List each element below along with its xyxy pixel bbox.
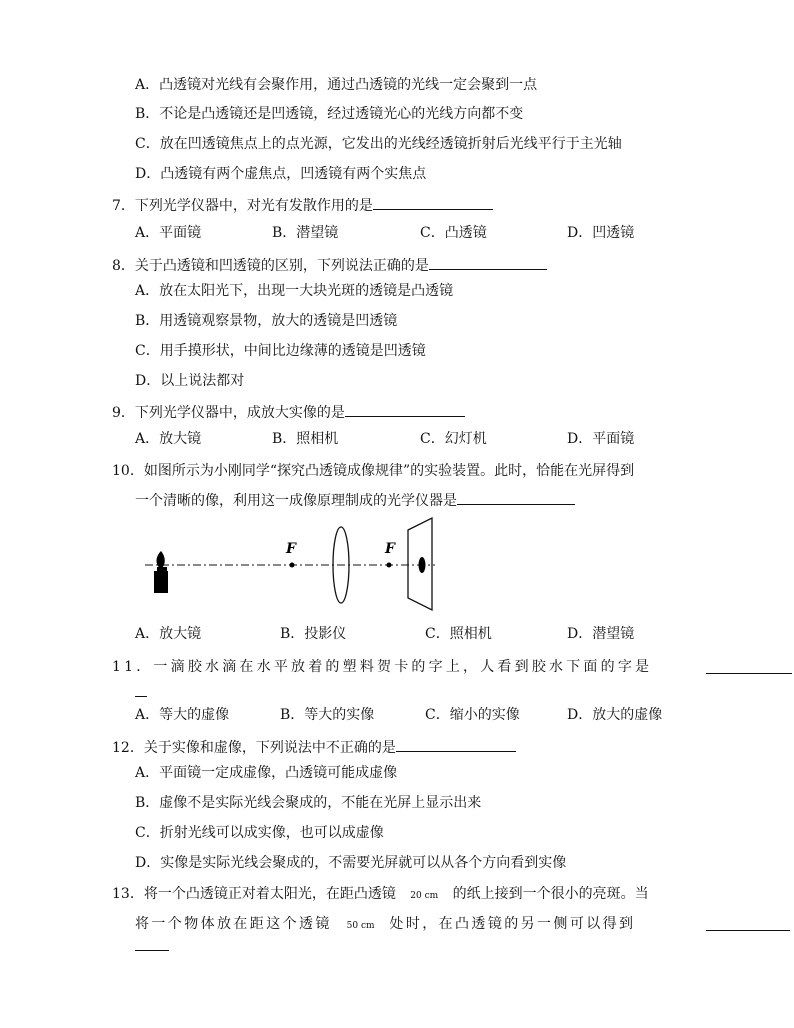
q6-option-a: A．凸透镜对光线有会聚作用，通过凸透镜的光线一定会聚到一点 — [135, 77, 538, 93]
q8-stem: 8．关于凸透镜和凹透镜的区别，下列说法正确的是 — [112, 258, 429, 274]
q11-option-a: A．等大的虚像 — [135, 707, 230, 723]
q6-option-d: D．凸透镜有两个虚焦点，凹透镜有两个实焦点 — [135, 166, 427, 182]
candle-icon — [154, 551, 168, 593]
q9-option-a: A．放大镜 — [135, 431, 202, 447]
q6-option-b: B．不论是凸透镜还是凹透镜，经过透镜光心的光线方向都不变 — [135, 106, 524, 122]
q12-option-a: A．平面镜一定成虚像，凸透镜可能成虚像 — [135, 765, 398, 781]
q8-option-d: D．以上说法都对 — [135, 373, 245, 389]
q9-option-d: D．平面镜 — [567, 431, 635, 447]
q10-answer-blank[interactable] — [457, 491, 575, 505]
focal-label-right: F — [385, 541, 395, 557]
q12-option-d: D．实像是实际光线会聚成的，不需要光屏就可以从各个方向看到实像 — [135, 855, 567, 871]
q10-option-b: B．投影仪 — [280, 626, 347, 642]
q7-option-a: A．平面镜 — [135, 225, 202, 241]
q12-answer-blank[interactable] — [396, 738, 516, 752]
q13-line2 — [135, 915, 635, 935]
q9-stem: 9．下列光学仪器中，成放大实像的是 — [112, 405, 345, 421]
q8-stem-row — [112, 256, 547, 275]
q8-answer-blank[interactable] — [429, 256, 547, 270]
q11-option-d: D．放大的虚像 — [567, 707, 663, 723]
q13-line1-b: 的纸上接到一个很小的亮斑。当 — [452, 886, 649, 902]
q12-option-c: C．折射光线可以成实像，也可以成虚像 — [135, 825, 384, 841]
q11-stem: 11．一滴胶水滴在水平放着的塑料贺卡的字上，人看到胶水下面的字是 — [112, 659, 653, 675]
q13-distance-2: 50 cm — [346, 921, 375, 931]
q13-distance-1: 20 cm — [410, 891, 439, 901]
focal-point-left — [290, 563, 295, 568]
q9-option-b: B．照相机 — [272, 431, 339, 447]
q7-option-d: D．凹透镜 — [567, 225, 635, 241]
q7-answer-blank[interactable] — [373, 196, 493, 210]
q7-option-b: B．潜望镜 — [272, 225, 339, 241]
q11-option-b: B．等大的实像 — [280, 707, 375, 723]
q13-line2-b: 处时，在凸透镜的另一侧可以得到 — [389, 916, 636, 932]
q10-stem-line2: 一个清晰的像，利用这一成像原理制成的光学仪器是 — [135, 493, 457, 509]
q13-answer-blank-cont — [135, 937, 169, 951]
q8-option-c: C．用手摸形状，中间比边缘薄的透镜是凹透镜 — [135, 343, 426, 359]
q10-stem-line2-row — [135, 491, 575, 510]
q11-option-c: C．缩小的实像 — [425, 707, 520, 723]
q6-option-c: C．放在凹透镜焦点上的点光源，它发出的光线经透镜折射后光线平行于主光轴 — [135, 136, 622, 152]
q7-option-c: C．凸透镜 — [420, 225, 487, 241]
q7-stem: 7．下列光学仪器中，对光有发散作用的是 — [112, 198, 373, 214]
q10-option-c: C．照相机 — [425, 626, 492, 642]
q8-option-a: A．放在太阳光下，出现一大块光斑的透镜是凸透镜 — [135, 283, 454, 299]
image-on-screen — [419, 557, 426, 573]
q11-answer-blank[interactable] — [706, 660, 792, 674]
lens-experiment-diagram — [135, 515, 445, 620]
q12-stem: 12．关于实像和虚像，下列说法中不正确的是 — [112, 740, 396, 756]
q10-stem-line1: 10．如图所示为小刚同学“探究凸透镜成像规律”的实验装置。此时，恰能在光屏得到 — [112, 463, 635, 479]
q7-stem-row — [112, 196, 493, 215]
q8-option-b: B．用透镜观察景物，放大的透镜是凹透镜 — [135, 313, 398, 329]
q9-option-c: C．幻灯机 — [420, 431, 487, 447]
q9-stem-row — [112, 403, 465, 422]
focal-point-right — [387, 563, 392, 568]
q10-option-a: A．放大镜 — [135, 626, 202, 642]
q12-option-b: B．虚像不是实际光线会聚成的，不能在光屏上显示出来 — [135, 795, 482, 811]
q12-stem-row — [112, 738, 516, 757]
q13-line2-a: 将一个物体放在距这个透镜 — [135, 916, 332, 932]
q13-line1-a: 13．将一个凸透镜正对着太阳光，在距凸透镜 — [112, 886, 396, 902]
q11-answer-blank-cont — [135, 683, 147, 697]
q10-option-d: D．潜望镜 — [567, 626, 635, 642]
q13-line1 — [112, 885, 649, 905]
q13-answer-blank[interactable] — [706, 917, 790, 931]
q9-answer-blank[interactable] — [345, 403, 465, 417]
focal-label-left: F — [286, 541, 296, 557]
